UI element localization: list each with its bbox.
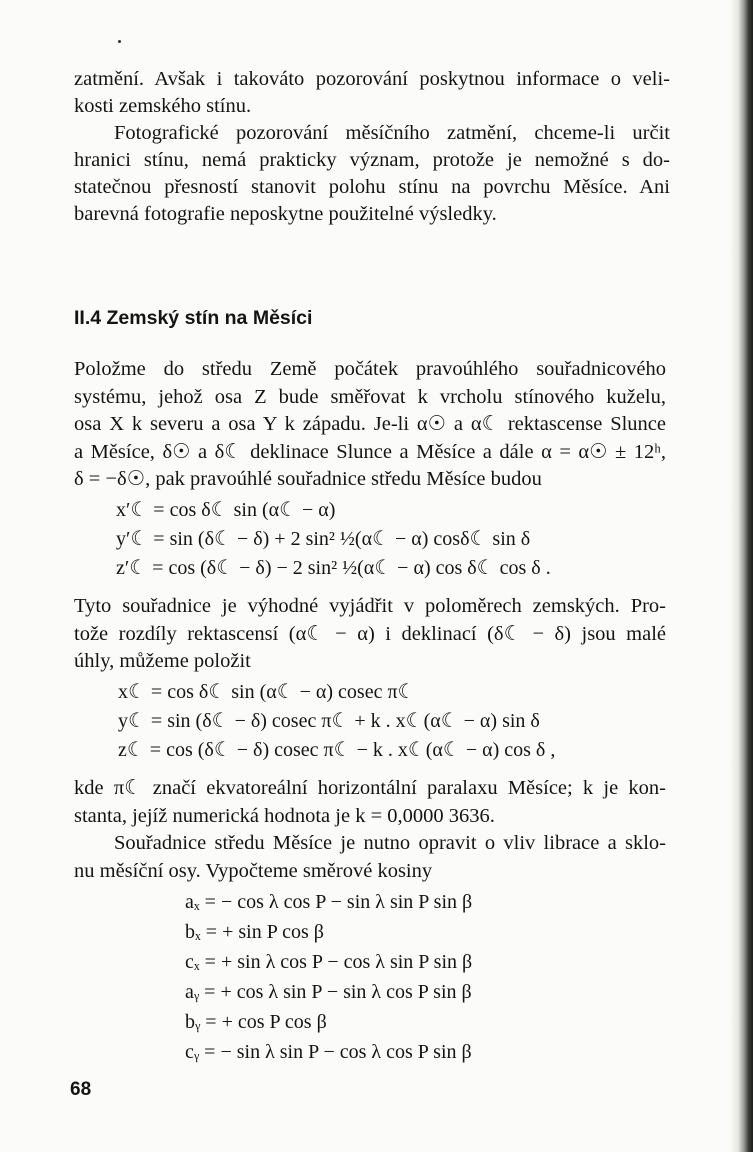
paragraph-coordinates [74,356,666,494]
equation-line: y☾ = sin (δ☾ − δ) cosec π☾ + k . x☾(α☾ − α) sin δ [118,710,540,732]
text-line: systému, jehož osa Z bude směřovat k vrcholu stínového kuželu, [74,385,666,408]
paragraph-parallax [74,775,666,885]
equation-line: z☾ = cos (δ☾ − δ) cosec π☾ − k . x☾(α☾ − α) cos δ , [118,739,556,761]
equation-line: bₓ = + sin P cos β [185,921,324,943]
text-line: nu měsíční osy. Vypočteme směrové kosiny [74,859,433,882]
equation-block-moon-coordinates [118,678,555,765]
equation-line: bᵧ = + cos P cos β [185,1011,327,1033]
paragraph-earth-radii [74,593,666,676]
text-line: kde π☾ značí ekvatoreální horizontální paralaxu Měsíce; k je kon- [74,777,666,799]
equation-line: z′☾ = cos (δ☾ − δ) − 2 sin² ½(α☾ − α) cos δ☾ cos δ . [116,557,551,579]
text-line: stanta, jejíž numerická hodnota je k = 0,0000 3636. [74,804,495,827]
text-line: hranici stínu, nemá prakticky význam, protože je nemožné s do- [74,149,670,171]
page-number: 68 [70,1079,92,1100]
section-heading: II.4 Zemský stín na Měsíci [74,307,313,329]
equation-block-primed [116,496,551,583]
text-line: Fotografické pozorování měsíčního zatmění, chceme-li určit [114,122,670,144]
intro-paragraph [74,66,670,228]
text-line: Souřadnice středu Měsíce je nutno opravit o vliv librace a sklo- [114,832,666,854]
equation-block-direction-cosines [185,888,472,1068]
equation-line: cᵧ = − sin λ sin P − cos λ cos P sin β [185,1041,472,1063]
equation-line: x′☾ = cos δ☾ sin (α☾ − α) [116,499,336,521]
text-line: tože rozdíly rektascensí (α☾ − α) i deklinací (δ☾ − δ) jsou malé [74,622,666,645]
ink-speck [118,40,121,43]
text-line: statečnou přesností stanovit polohu stínu na povrchu Měsíce. Ani [74,176,670,198]
page-edge-shadow [729,0,753,1152]
text-line: δ = −δ☉, pak pravoúhlé souřadnice středu Měsíce budou [74,468,542,490]
text-line: úhly, můžeme položit [74,650,251,672]
equation-line: x☾ = cos δ☾ sin (α☾ − α) cosec π☾ [118,681,416,703]
equation-line: cₓ = + sin λ cos P − cos λ sin P sin β [185,951,473,973]
text-line: Tyto souřadnice je výhodné vyjádřit v poloměrech zemských. Pro- [74,595,666,617]
text-line: zatmění. Avšak i takováto pozorování poskytnou informace o veli- [74,68,670,90]
equation-line: aᵧ = + cos λ sin P − sin λ cos P sin β [185,981,472,1003]
text-line: osa X k severu a osa Y k západu. Je-li α☉ a α☾ rektascense Slunce [74,413,666,435]
text-line: Položme do středu Země počátek pravoúhlého souřadnicového [74,358,666,380]
text-line: a Měsíce, δ☉ a δ☾ deklinace Slunce a Měsíce a dále α = α☉ ± 12ʰ, [74,440,666,463]
text-line: barevná fotografie neposkytne použitelné výsledky. [74,203,497,225]
text-line: kosti zemského stínu. [74,95,252,117]
equation-line: y′☾ = sin (δ☾ − δ) + 2 sin² ½(α☾ − α) cosδ☾ sin δ [116,528,531,550]
equation-line: aₓ = − cos λ cos P − sin λ sin P sin β [185,891,473,913]
